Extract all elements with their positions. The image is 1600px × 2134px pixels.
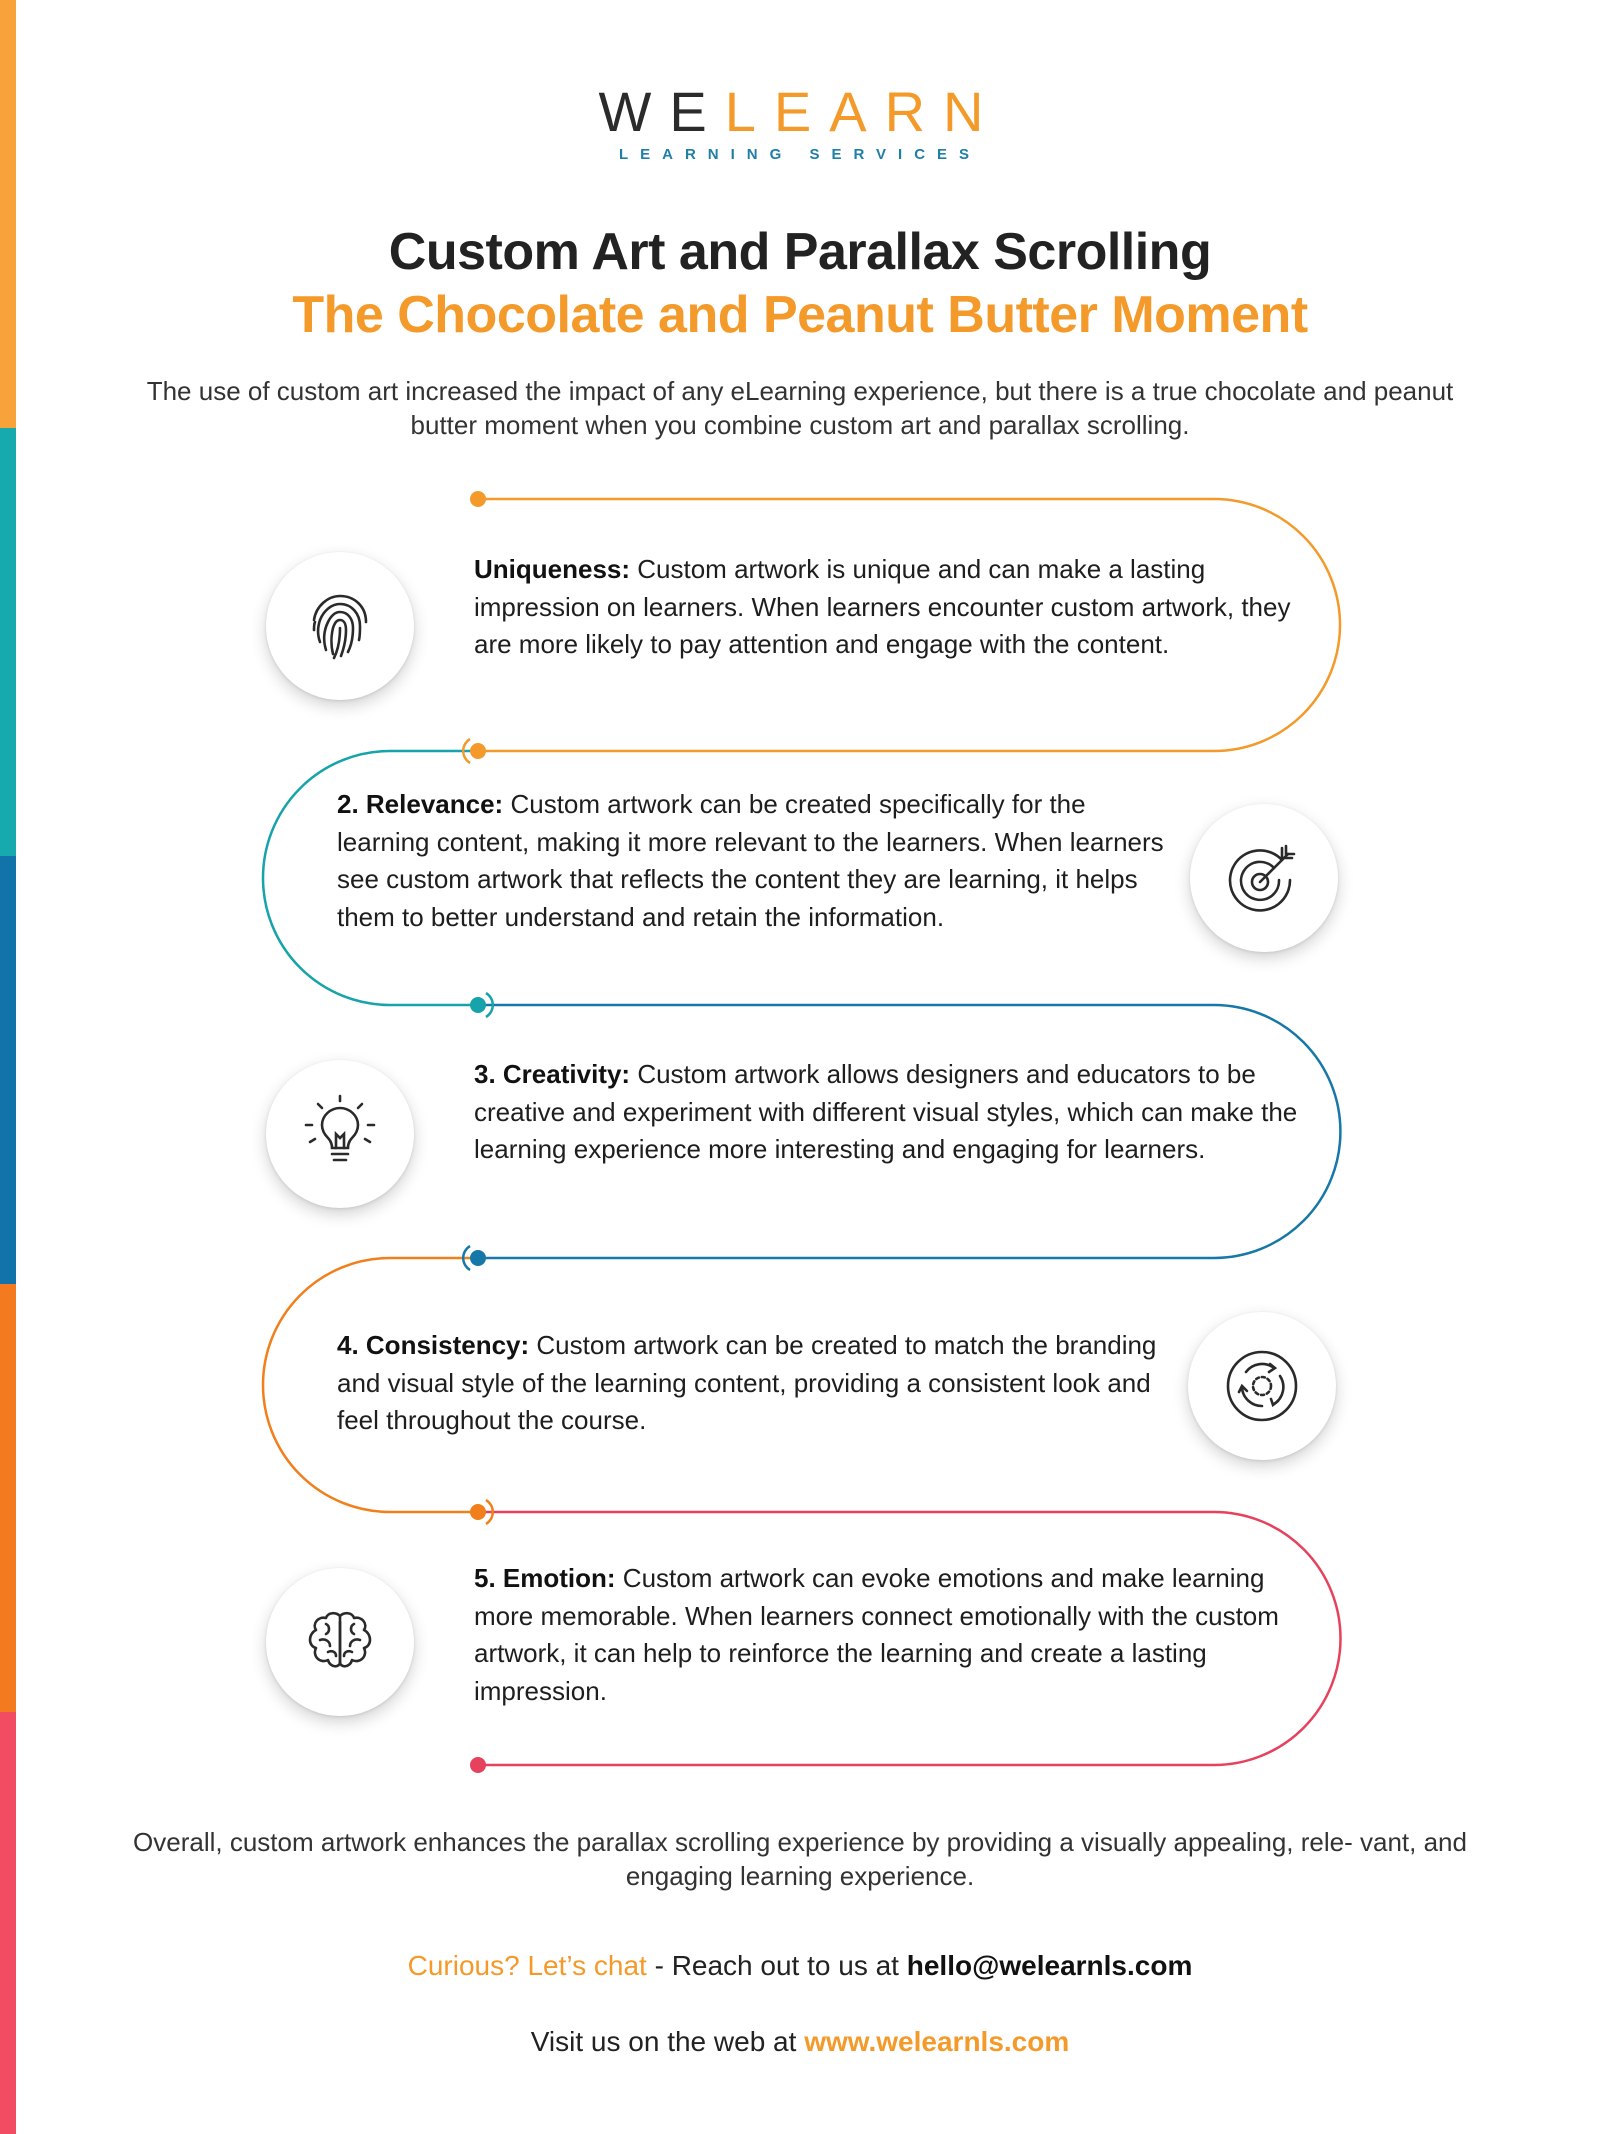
lightbulb-icon-badge: [266, 1060, 414, 1208]
item-label: 3. Creativity:: [474, 1059, 631, 1089]
item-uniqueness: [474, 551, 1306, 664]
timeline-dot-start: [470, 491, 486, 507]
website-link[interactable]: www.welearnls.com: [804, 2026, 1070, 2057]
cta-text: Curious? Let’s chat: [407, 1950, 647, 1981]
item-body: Custom artwork is unique and can make a lasting impression on learners. When learners encounter custom artwork, they are more likely to pay attention and engage with the content.: [474, 554, 1291, 659]
item-label: 2. Relevance:: [337, 789, 504, 819]
item-consistency: [337, 1327, 1177, 1440]
brain-icon: [300, 1602, 380, 1682]
intro-paragraph: The use of custom art increased the impact of any eLearning experience, but there is a true chocolate and peanut butter moment when you combine custom art and parallax scrolling.: [146, 376, 1454, 440]
item-creativity: [474, 1056, 1314, 1169]
outro-paragraph: Overall, custom artwork enhances the parallax scrolling experience by providing a visually appealing, rele- vant, and engaging learning experience.: [133, 1827, 1467, 1891]
item-emotion: [474, 1560, 1314, 1710]
website-line: [0, 2026, 1600, 2058]
logo-subtitle: LEARNING SERVICES: [618, 146, 982, 163]
fingerprint-icon-badge: [266, 552, 414, 700]
item-label: Uniqueness:: [474, 554, 631, 584]
email-link[interactable]: hello@welearnls.com: [906, 1950, 1193, 1981]
cycle-icon: [1222, 1346, 1302, 1426]
target-icon-badge: [1190, 804, 1338, 952]
item-relevance: [337, 786, 1175, 936]
page-subtitle: The Chocolate and Peanut Butter Moment: [292, 286, 1308, 344]
lightbulb-icon: [300, 1094, 380, 1174]
page-title: Custom Art and Parallax Scrolling: [388, 223, 1212, 281]
timeline-dot-end: [470, 1757, 486, 1773]
item-body: Custom artwork can be created to match the branding and visual style of the learning content, providing a consistent look and feel throughout the course.: [337, 1330, 1157, 1435]
contact-line: [0, 1950, 1600, 1982]
logo-we: WE: [598, 80, 725, 143]
cta-mid-text: - Reach out to us at: [646, 1950, 907, 1981]
logo-learn: LEARN: [724, 80, 1002, 143]
fingerprint-icon: [300, 586, 380, 666]
item-body: Custom artwork allows designers and educators to be creative and experiment with different visual styles, which can make the learning experience more interesting and engaging for learners.: [474, 1059, 1298, 1164]
item-label: 5. Emotion:: [474, 1563, 616, 1593]
target-icon: [1224, 838, 1304, 918]
cycle-icon-badge: [1188, 1312, 1336, 1460]
brain-icon-badge: [266, 1568, 414, 1716]
item-body: Custom artwork can evoke emotions and make learning more memorable. When learners connect emotionally with the custom artwork, it can help to reinforce the learning and create a lasting impression.: [474, 1563, 1279, 1706]
item-body: Custom artwork can be created specifically for the learning content, making it more relevant to the learners. When learners see custom artwork that reflects the content they are learning, it helps them to better understand and retain the information.: [337, 789, 1164, 932]
item-label: 4. Consistency:: [337, 1330, 530, 1360]
website-prefix: Visit us on the web at: [530, 2026, 805, 2057]
